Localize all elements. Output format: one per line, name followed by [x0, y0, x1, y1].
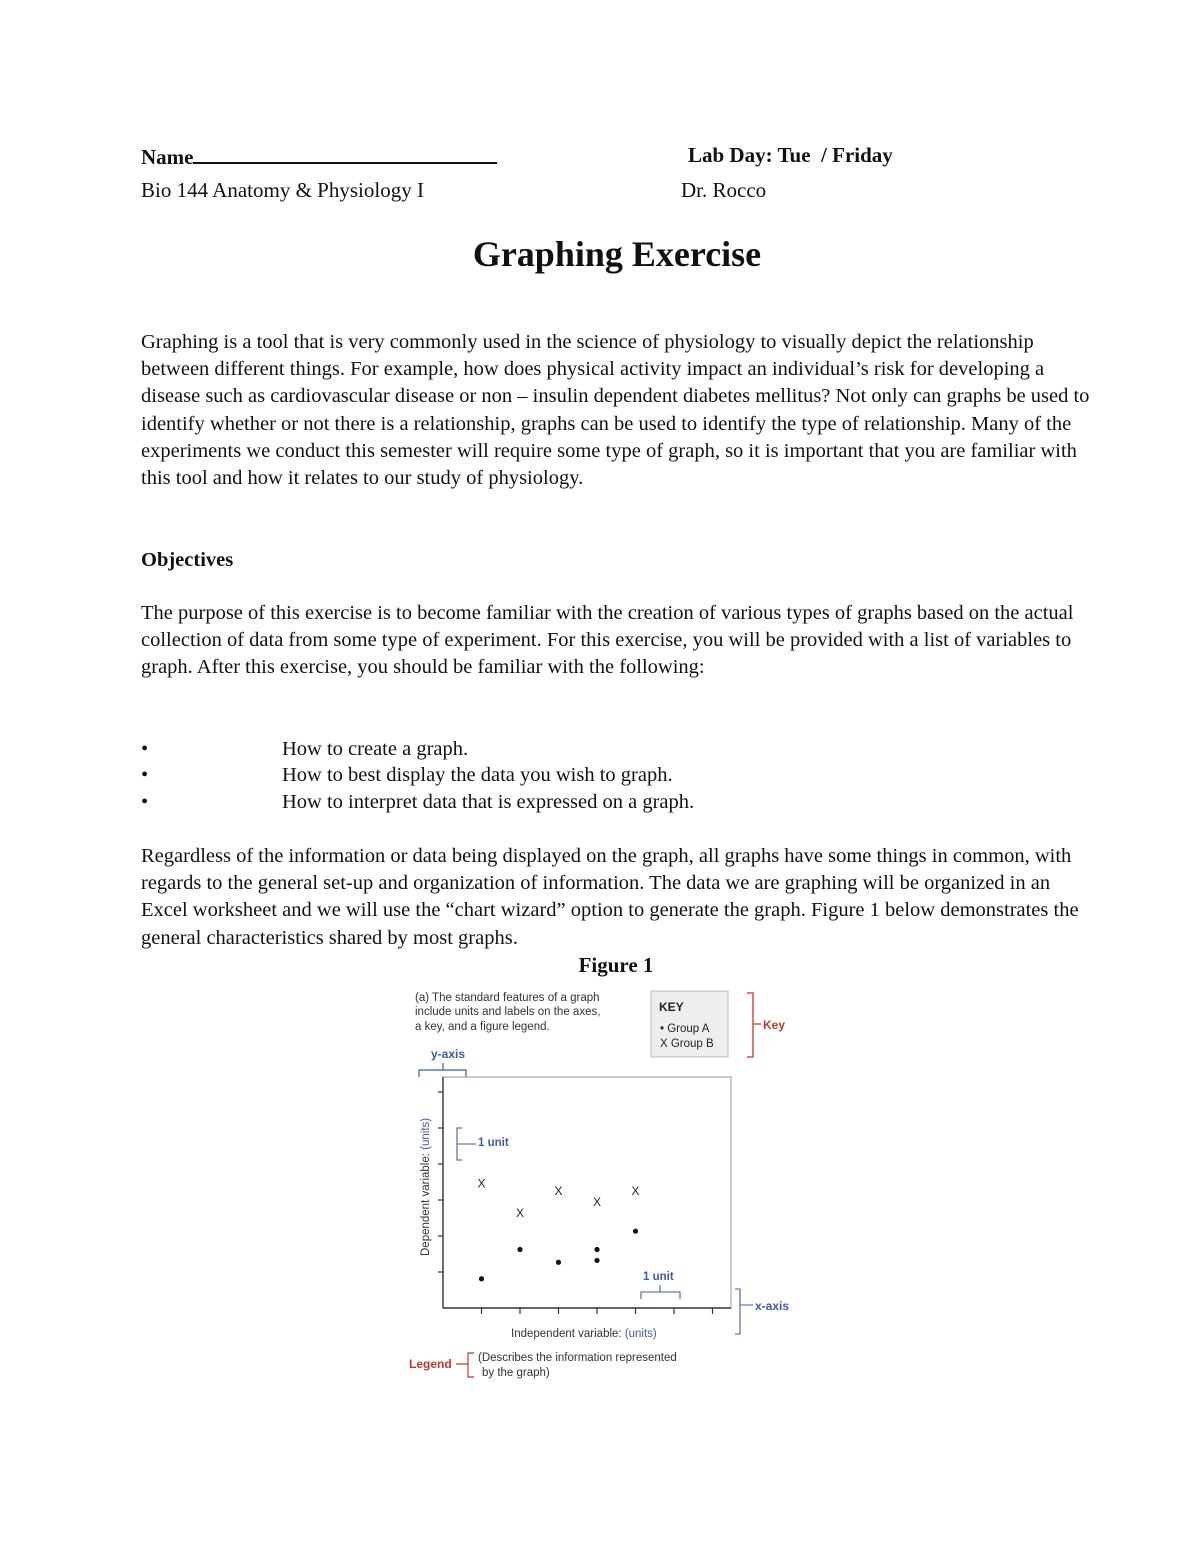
bullet-mark: •: [141, 738, 149, 760]
group-a-point: [633, 1229, 638, 1234]
bullet-text: How to create a graph.: [282, 738, 469, 760]
figure-title: Figure 1: [578, 953, 654, 977]
x-ticks: [482, 1308, 713, 1314]
key-bracket: [747, 993, 761, 1057]
y-axis-title: [420, 1118, 432, 1256]
group-a-point: [556, 1260, 561, 1265]
bullet-mark: •: [141, 791, 149, 813]
figure-caption-line: a key, and a figure legend.: [415, 1021, 550, 1033]
bullet-mark: •: [141, 764, 149, 786]
y-axis-bracket: [419, 1063, 466, 1077]
group-b-point: X: [477, 1176, 486, 1191]
key-title: KEY: [659, 1000, 684, 1014]
intro-text: Graphing is a tool that is very commonly used in the science of physiology to visually depict the relationship between different things. For example, how does physical activity impact an individual’s risk for developing a disease such as cardiovascular disease or non – insulin dependent diabetes mellitus? Not only can graphs be used to identify whether or not there is a relationship, graphs can be used to identify the type of relationship. Many of the experiments we conduct this semester will require some type of graph, so it is important that you are familiar with this tool and how it relates to our study of physiology.: [141, 331, 1090, 490]
x-axis-label: x-axis: [755, 1299, 790, 1313]
bullet-text: How to interpret data that is expressed on a graph.: [282, 791, 695, 813]
instructor-name: Dr. Rocco: [681, 178, 767, 202]
group-a-point: [594, 1247, 599, 1252]
x-axis-bracket: [735, 1289, 753, 1334]
legend-label: Legend: [409, 1357, 452, 1371]
objectives-text: The purpose of this exercise is to become familiar with the creation of various types of graphs based on the actual collection of data from some type of experiment. For this exercise, you will be provided with a list of variables to graph. After this exercise, you should be familiar with the following:: [141, 602, 1074, 679]
y-ticks: [438, 1092, 443, 1272]
course-name: Bio 144 Anatomy & Physiology I: [141, 178, 424, 202]
group-b-point: X: [631, 1183, 640, 1198]
x-axis-title-units: (units): [624, 1328, 657, 1340]
group-b-point: X: [554, 1183, 563, 1198]
plot-frame: [443, 1077, 731, 1308]
name-label: Name: [141, 145, 194, 169]
legend-text-line: by the graph): [482, 1367, 550, 1379]
group-a-point: [517, 1247, 522, 1252]
y-axis-title-prefix: Dependent variable:: [420, 1149, 432, 1256]
x-axis-title-prefix: Independent variable:: [511, 1328, 625, 1340]
bullet-text: How to best display the data you wish to graph.: [282, 764, 673, 786]
legend-bracket: [456, 1353, 474, 1377]
page-title: Graphing Exercise: [472, 234, 762, 274]
x-axis-title: [511, 1328, 657, 1340]
lab-day: Lab Day: Tue / Friday: [688, 143, 893, 167]
y-axis-label: y-axis: [431, 1047, 466, 1061]
group-b-point: X: [515, 1205, 525, 1220]
key-label: Key: [763, 1018, 786, 1032]
group-a-point: [479, 1276, 484, 1281]
group-a-point: [594, 1258, 599, 1263]
key-group-a: • Group A: [660, 1023, 710, 1035]
y-axis-title-units: (units): [420, 1117, 432, 1150]
y-unit-label: 1 unit: [478, 1137, 509, 1149]
figure-caption-line: include units and labels on the axes,: [415, 1006, 601, 1018]
legend-text-line: (Describes the information represented: [478, 1352, 677, 1364]
group-b-point: X: [592, 1194, 602, 1209]
closing-text: Regardless of the information or data being displayed on the graph, all graphs have some things in common, with regards to the general set-up and organization of information. The data we are graphing will be organized in an Excel worksheet and we will use the “chart wizard” option to generate the graph. Figure 1 below demonstrates the general characteristics shared by most graphs.: [141, 845, 1079, 949]
x-unit-label: 1 unit: [643, 1271, 674, 1283]
key-group-b: X Group B: [660, 1038, 714, 1050]
objectives-heading: Objectives: [141, 549, 234, 571]
figure-caption-line: (a) The standard features of a graph: [415, 992, 600, 1004]
